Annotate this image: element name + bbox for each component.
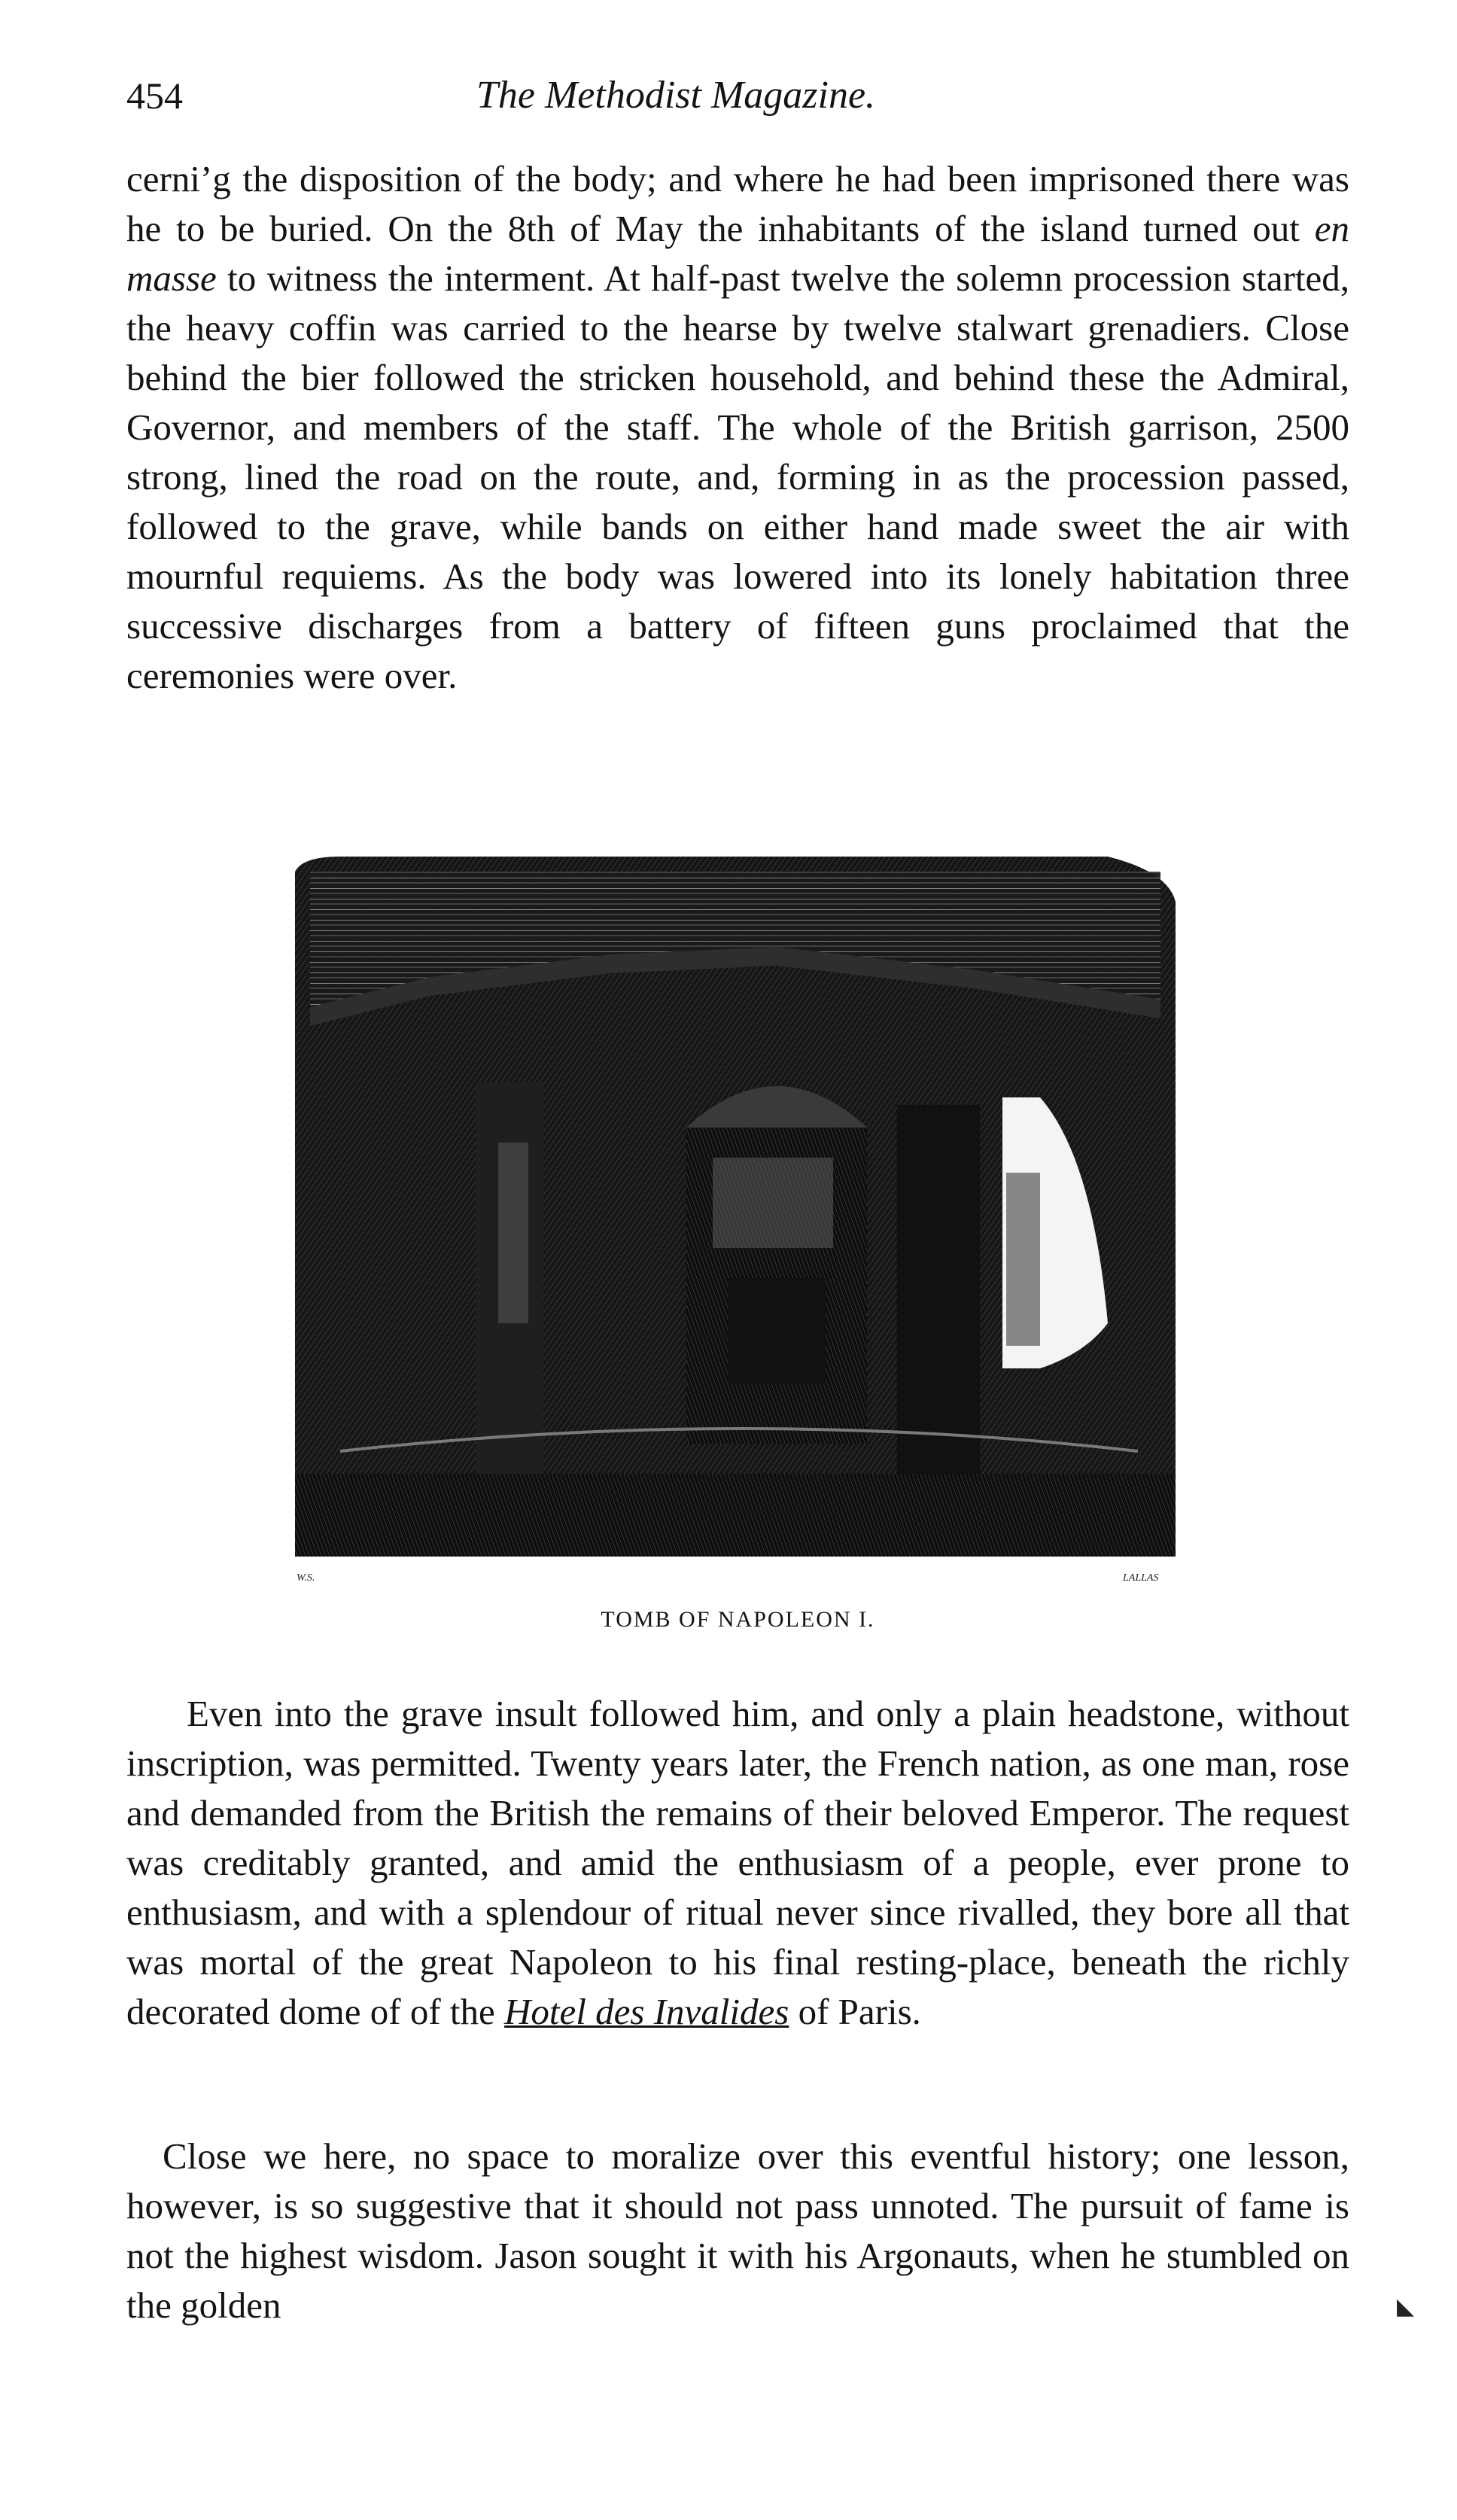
left-wall bbox=[348, 1067, 476, 1489]
right-statue bbox=[1006, 1173, 1040, 1346]
paragraph-remains bbox=[126, 1689, 1349, 2037]
engraver-mark-right: LALLAS bbox=[1123, 1572, 1159, 1584]
sarcophagus bbox=[728, 1278, 826, 1383]
margin-arrow-icon: ◣ bbox=[1397, 2294, 1415, 2319]
left-statue bbox=[498, 1143, 528, 1323]
tomb-engraving bbox=[295, 857, 1176, 1587]
italic-phrase: en masse bbox=[126, 208, 1349, 299]
paragraph-text: cerni’g the disposition of the body; and where he had been imprisoned there was he to be buried. On the 8th of May the inhabitants of the island turned out bbox=[126, 158, 1349, 249]
figure-caption: TOMB OF NAPOLEON I. bbox=[601, 1607, 875, 1632]
floor bbox=[295, 1474, 1176, 1557]
page-header bbox=[126, 69, 1346, 122]
paragraph-text: to witness the interment. At half-past twelve the solemn procession started, the heavy coffin was carried to the hearse by twelve stalwart grenadiers. Close behind the bier followed the stricken household, and behind these the Admiral, Governor, and members of the staff. The whole of the British garrison, 2500 strong, lined the road on the route, and, forming in as the procession passed, followed to the grave, while bands on either hand made sweet the air with mournful requiems. As the body was lowered into its lonely habitation three successive discharges from a battery of fifteen guns proclaimed that the ceremonies were over. bbox=[126, 257, 1349, 696]
running-title: The Methodist Magazine. bbox=[476, 74, 876, 117]
engraver-mark-left: W.S. bbox=[297, 1572, 315, 1584]
page-number: 454 bbox=[126, 75, 183, 117]
paragraph-text: Even into the grave insult followed him, and only a plain headstone, without inscription, was permitted. Twenty years later, the French nation, as one man, rose and demanded from the British the remains of their beloved Emperor. The request was creditably granted, and amid the enthusiasm of a people, ever prone to enthusiasm, and with a splendour of ritual never since rivalled, they bore all that was mortal of the great Napoleon to his final resting-place, beneath the richly decorated dome of of the bbox=[126, 1693, 1349, 2032]
paragraph-lesson: Close we here, no space to moralize over this eventful history; one lesson, however, is so suggestive that it should not pass unnoted. The pursuit of fame is not the highest wisdom. Jason sought it with his Argonauts, when he stumbled on the golden bbox=[126, 2135, 1349, 2326]
niche-light bbox=[713, 1158, 833, 1248]
paragraph-burial bbox=[126, 154, 1349, 701]
tomb-illustration bbox=[295, 857, 1176, 1587]
paragraph-text: of Paris. bbox=[789, 1991, 921, 2032]
italic-place-name: Hotel des Invalides bbox=[504, 1991, 789, 2032]
